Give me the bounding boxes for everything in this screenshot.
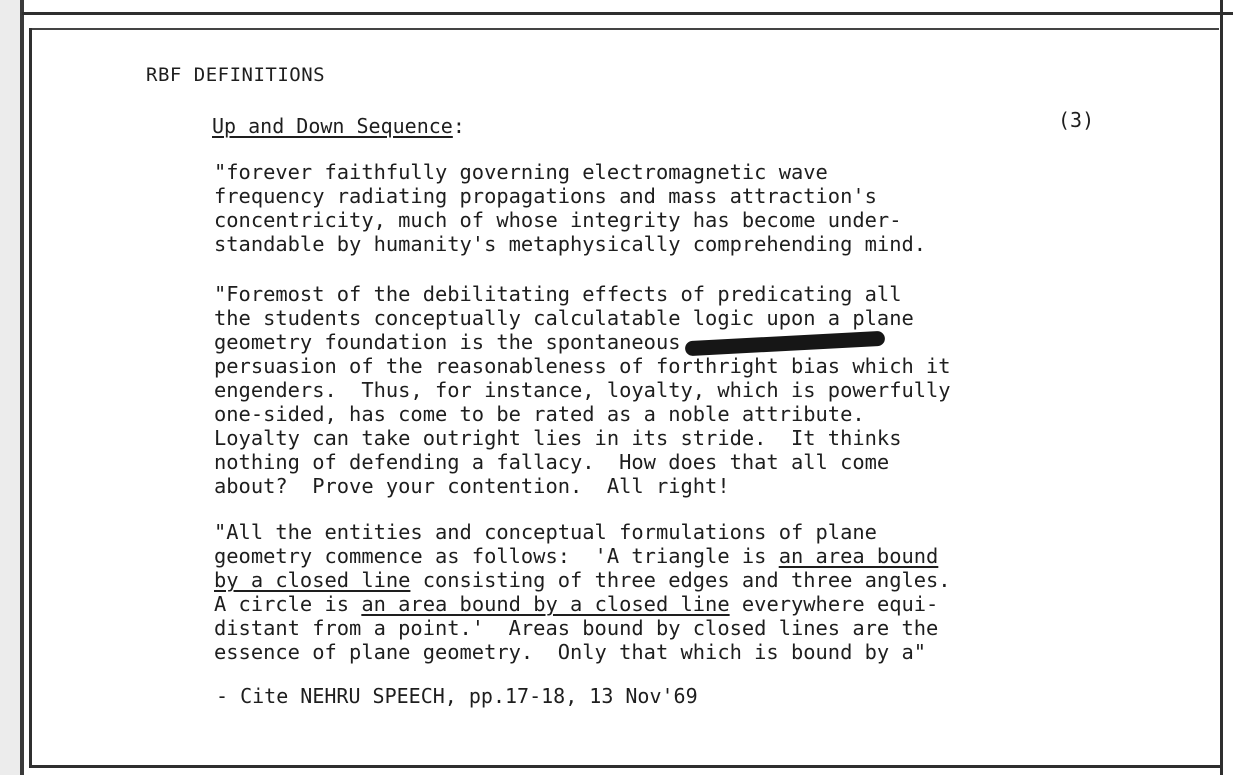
text-line bbox=[214, 568, 951, 592]
paragraph-1 bbox=[214, 160, 926, 256]
text-line: engenders. Thus, for instance, loyalty, which is powerfully bbox=[214, 378, 951, 402]
page-number: (3) bbox=[1058, 108, 1095, 132]
section-title-text: Up and Down Sequence bbox=[212, 114, 453, 138]
text-fragment: geometry foundation is the spontaneous bbox=[214, 330, 681, 354]
text-fragment: A circle is bbox=[214, 592, 362, 616]
text-line: "Foremost of the debilitating effects of predicating all bbox=[214, 282, 902, 306]
underlined-phrase: by a closed line bbox=[214, 568, 411, 592]
document-header: RBF DEFINITIONS bbox=[146, 64, 326, 86]
text-line: about? Prove your contention. All right! bbox=[214, 474, 730, 498]
section-title bbox=[212, 114, 465, 138]
underlined-phrase: an area bound bbox=[778, 544, 939, 568]
section-title-colon: : bbox=[452, 114, 465, 138]
underlined-phrase: an area bound by a closed line bbox=[361, 592, 730, 616]
paragraph-2 bbox=[214, 282, 951, 498]
card-stack-line bbox=[20, 0, 24, 775]
paragraph-3 bbox=[214, 520, 951, 664]
text-line: the students conceptually calculatable logic upon a plane bbox=[214, 306, 914, 330]
text-fragment: geometry commence as follows: 'A triangle is bbox=[214, 544, 779, 568]
card-stack-edge bbox=[0, 0, 20, 775]
text-fragment: everywhere equi- bbox=[729, 592, 939, 616]
text-line: concentricity, much of whose integrity has become under- bbox=[214, 208, 902, 232]
text-line: Loyalty can take outright lies in its stride. It thinks bbox=[214, 426, 902, 450]
frame-top-border bbox=[22, 12, 1233, 15]
text-fragment: consisting of three edges and three angles. bbox=[410, 568, 951, 592]
text-line: one-sided, has come to be rated as a noble attribute. bbox=[214, 402, 865, 426]
text-line: frequency radiating propagations and mass attraction's bbox=[214, 184, 877, 208]
frame-inner-top-border bbox=[29, 28, 1219, 30]
text-line bbox=[214, 544, 951, 568]
text-line: standable by humanity's metaphysically comprehending mind. bbox=[214, 232, 927, 256]
text-line bbox=[214, 592, 951, 616]
frame-right-border bbox=[1220, 0, 1223, 775]
text-line: essence of plane geometry. Only that which is bound by a" bbox=[214, 640, 927, 664]
text-line: distant from a point.' Areas bound by closed lines are the bbox=[214, 616, 939, 640]
text-line: persuasion of the reasonableness of forthright bias which it bbox=[214, 354, 951, 378]
frame-left-border bbox=[29, 28, 32, 768]
frame-bottom-border bbox=[29, 765, 1223, 768]
redaction-mark bbox=[684, 330, 885, 355]
text-line: "All the entities and conceptual formulations of plane bbox=[214, 520, 877, 544]
text-line-redacted bbox=[214, 330, 951, 354]
text-line: "forever faithfully governing electromagnetic wave bbox=[214, 160, 828, 184]
text-line: nothing of defending a fallacy. How does that all come bbox=[214, 450, 890, 474]
citation: - Cite NEHRU SPEECH, pp.17-18, 13 Nov'69 bbox=[216, 684, 698, 708]
